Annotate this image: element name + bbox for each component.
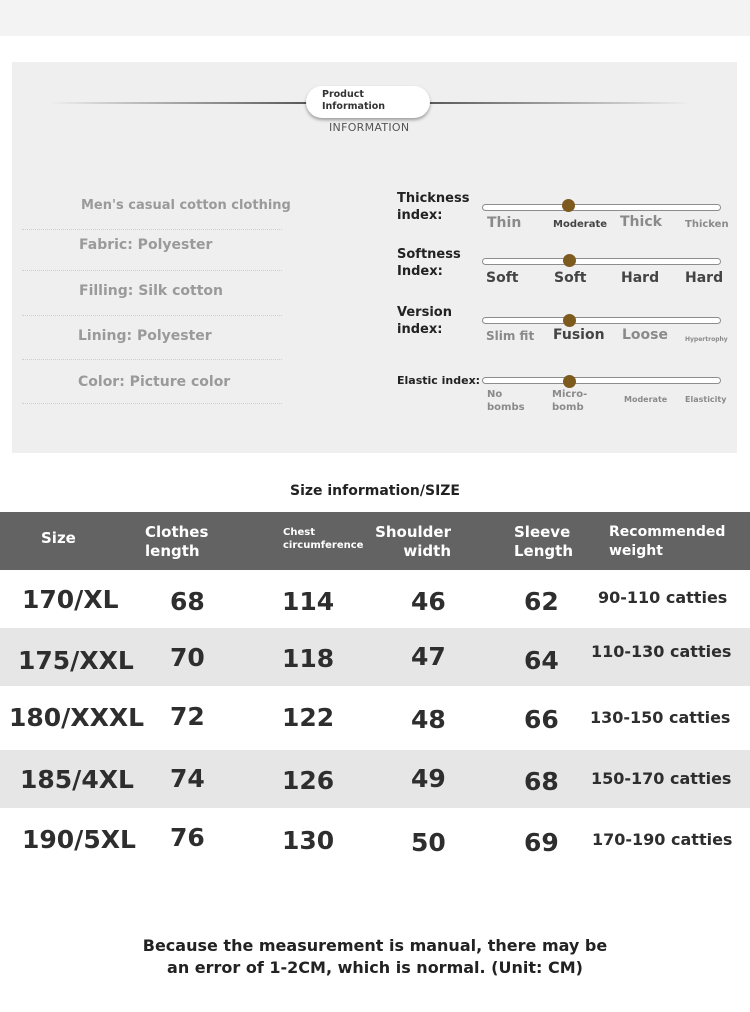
cell-shoulder: 49	[411, 764, 446, 793]
header-chest-circumference: Chest circumference	[283, 527, 364, 551]
elastic-index-track	[482, 377, 721, 384]
table-row	[0, 628, 750, 686]
divider	[22, 270, 282, 271]
cell-sleeve: 62	[524, 587, 559, 616]
cell-sleeve: 69	[524, 828, 559, 857]
size-table-title: Size information/SIZE	[289, 483, 460, 499]
cell-weight: 90-110 catties	[598, 588, 728, 607]
softness-index-label: Softness Index:	[397, 247, 461, 279]
cell-length: 74	[170, 764, 205, 793]
table-row	[0, 570, 750, 628]
header-line-right	[424, 102, 690, 104]
cell-length: 68	[170, 587, 205, 616]
thickness-index-label: Thickness index:	[397, 191, 470, 223]
elastic-index-marker	[563, 375, 576, 388]
attribute-style: Men's casual cotton clothing	[81, 198, 291, 213]
size-table-header	[0, 512, 750, 570]
cell-chest: 122	[282, 703, 335, 732]
cell-size: 170/XL	[22, 585, 119, 614]
cell-length: 70	[170, 643, 205, 672]
elastic-index-label: Elastic index:	[397, 374, 481, 387]
divider	[22, 315, 282, 316]
cell-sleeve: 68	[524, 767, 559, 796]
version-index-marker	[563, 314, 576, 327]
version-option-hypertrophy: Hypertrophy	[685, 336, 728, 343]
divider	[22, 229, 282, 230]
thickness-option-moderate: Moderate	[553, 219, 608, 230]
elastic-option-elasticity: Elasticity	[685, 395, 727, 404]
cell-sleeve: 66	[524, 705, 559, 734]
thickness-index-track	[482, 204, 721, 211]
attribute-filling: Filling: Silk cotton	[79, 283, 223, 299]
cell-sleeve: 64	[524, 646, 559, 675]
thickness-option-thin: Thin	[487, 215, 522, 231]
header-size: Size	[41, 529, 76, 547]
cell-weight: 130-150 catties	[590, 708, 731, 727]
cell-shoulder: 50	[411, 828, 446, 857]
table-row	[0, 808, 750, 870]
header-sleeve-length: Sleeve Length	[514, 523, 573, 560]
cell-shoulder: 48	[411, 705, 446, 734]
thickness-index-marker	[562, 199, 575, 212]
pill-line-1: Product	[322, 89, 364, 100]
table-row	[0, 750, 750, 808]
header-clothes-length: Clothes length	[145, 523, 209, 560]
cell-chest: 118	[282, 644, 335, 673]
attribute-lining: Lining: Polyester	[78, 328, 212, 344]
version-option-slim-fit: Slim fit	[486, 329, 535, 343]
elastic-option-moderate: Moderate	[624, 395, 668, 404]
divider	[22, 359, 282, 360]
softness-option-3: Hard	[621, 270, 660, 286]
softness-index-marker	[563, 254, 576, 267]
divider	[22, 403, 282, 404]
cell-weight: 150-170 catties	[591, 769, 732, 788]
cell-length: 76	[170, 823, 205, 852]
cell-shoulder: 46	[411, 587, 446, 616]
cell-size: 175/XXL	[18, 646, 134, 675]
cell-length: 72	[170, 702, 205, 731]
header-shoulder-width: Shoulder width	[375, 523, 451, 560]
elastic-option-micro-bomb: Micro-bomb	[552, 389, 588, 413]
version-index-track	[482, 317, 721, 324]
thickness-option-thick: Thick	[620, 214, 662, 230]
cell-weight: 170-190 catties	[592, 830, 733, 849]
cell-weight: 110-130 catties	[591, 642, 732, 661]
pill-line-2: Information	[322, 101, 386, 112]
top-strip	[0, 0, 750, 36]
information-subtitle: INFORMATION	[329, 121, 410, 134]
cell-chest: 126	[282, 766, 335, 795]
attribute-fabric: Fabric: Polyester	[79, 237, 213, 253]
header-recommended-weight: Recommended weight	[609, 524, 726, 559]
thickness-option-thicken: Thicken	[685, 219, 729, 230]
cell-size: 190/5XL	[22, 825, 136, 854]
softness-index-track	[482, 258, 721, 265]
header-line-left	[50, 102, 312, 104]
softness-option-1: Soft	[486, 270, 519, 286]
cell-size: 185/4XL	[20, 765, 134, 794]
elastic-option-no-bombs: No bombs	[487, 389, 525, 413]
softness-option-4: Hard	[685, 270, 724, 286]
version-index-label: Version index:	[397, 305, 452, 337]
cell-chest: 114	[282, 587, 335, 616]
cell-chest: 130	[282, 826, 335, 855]
cell-size: 180/XXXL	[9, 703, 145, 732]
version-option-loose: Loose	[622, 327, 668, 343]
cell-shoulder: 47	[411, 642, 446, 671]
measurement-note: Because the measurement is manual, there may be an error of 1-2CM, which is normal. (Unit: CM)	[142, 936, 608, 977]
version-option-fusion: Fusion	[553, 327, 605, 343]
table-row	[0, 686, 750, 750]
attribute-color: Color: Picture color	[78, 374, 231, 390]
product-information-pill	[306, 86, 430, 118]
softness-option-2: Soft	[554, 270, 587, 286]
